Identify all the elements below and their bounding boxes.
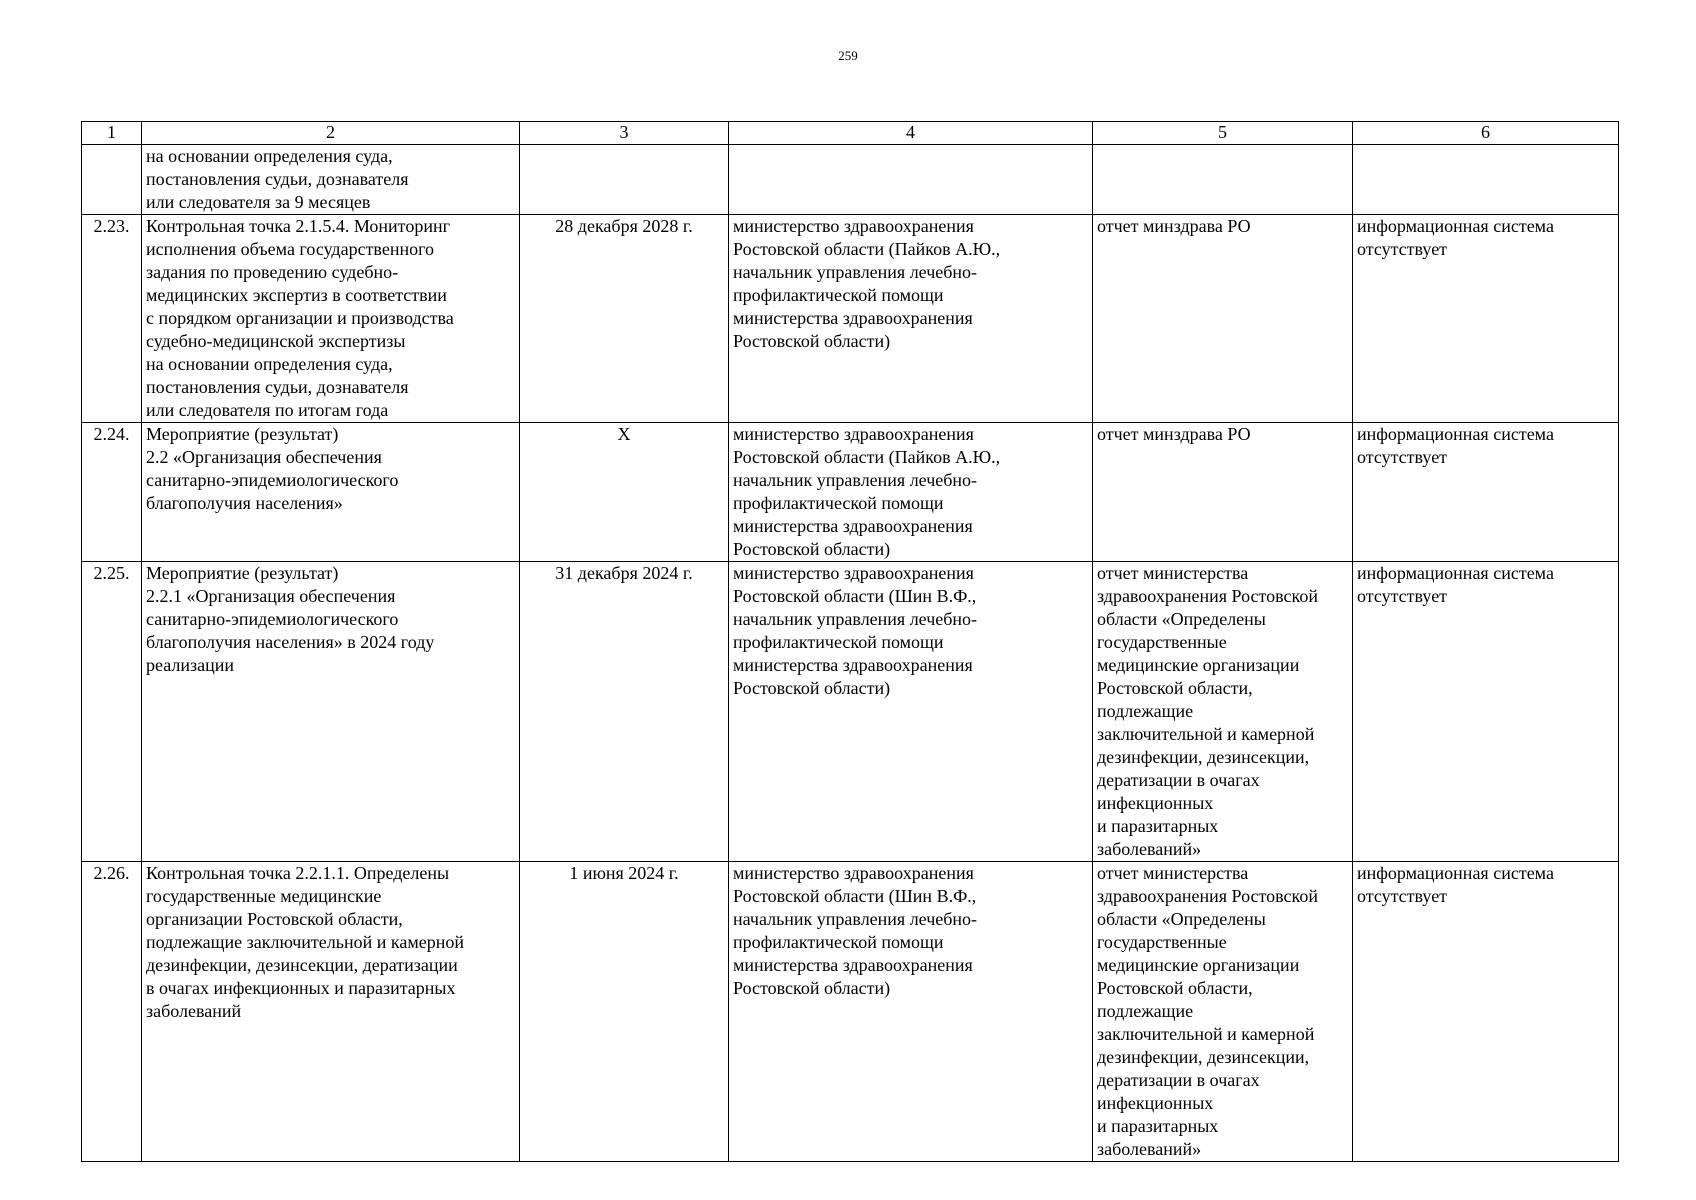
table-header-row [82,122,1619,145]
responsible: министерство здравоохранения Ростовской области (Пайков А.Ю., начальник управления лечебно- профилактической помощи министерства здравоохранения Ростовской области) [729,215,1093,423]
responsible: министерство здравоохранения Ростовской области (Шин В.Ф., начальник управления лечебно- профилактической помощи министерства здравоохранения Ростовской области) [729,862,1093,1162]
due-date: 31 декабря 2024 г. [520,562,729,862]
confirming-document: отчет минздрава РО [1093,215,1353,423]
row-number: 2.26. [82,862,142,1162]
table-row [82,862,1619,1162]
due-date: 1 июня 2024 г. [520,862,729,1162]
due-date [520,145,729,215]
table-row [82,145,1619,215]
due-date: Х [520,423,729,562]
info-system [1353,145,1619,215]
event-name: Мероприятие (результат) 2.2.1 «Организация обеспечения санитарно-эпидемиологического благополучия населения» в 2024 году реализации [142,562,520,862]
info-system: информационная система отсутствует [1353,862,1619,1162]
info-system: информационная система отсутствует [1353,562,1619,862]
column-header-1: 1 [82,122,142,145]
info-system: информационная система отсутствует [1353,215,1619,423]
responsible: министерство здравоохранения Ростовской области (Пайков А.Ю., начальник управления лечебно- профилактической помощи министерства здравоохранения Ростовской области) [729,423,1093,562]
confirming-document: отчет министерства здравоохранения Ростовской области «Определены государственные медицинские организации Ростовской области, подлежащие заключительной и камерной дезинфекции, дезинсекции, дератизации в очагах инфекционных и паразитарных заболеваний» [1093,862,1353,1162]
table-row [82,215,1619,423]
row-number [82,145,142,215]
table-row [82,423,1619,562]
row-number: 2.23. [82,215,142,423]
column-header-6: 6 [1353,122,1619,145]
row-number: 2.25. [82,562,142,862]
confirming-document: отчет министерства здравоохранения Ростовской области «Определены государственные медицинские организации Ростовской области, подлежащие заключительной и камерной дезинфекции, дезинсекции, дератизации в очагах инфекционных и паразитарных заболеваний» [1093,562,1353,862]
page-number: 259 [838,48,858,63]
responsible [729,145,1093,215]
event-name: Контрольная точка 2.1.5.4. Мониторинг исполнения объема государственного задания по проведению судебно- медицинских экспертиз в соответствии с порядком организации и производства судебно-медицинской экспертизы на основании определения суда, постановления судьи, дознавателя или следователя по итогам года [142,215,520,423]
confirming-document [1093,145,1353,215]
column-header-5: 5 [1093,122,1353,145]
table-row [82,562,1619,862]
responsible: министерство здравоохранения Ростовской области (Шин В.Ф., начальник управления лечебно- профилактической помощи министерства здравоохранения Ростовской области) [729,562,1093,862]
due-date: 28 декабря 2028 г. [520,215,729,423]
column-header-4: 4 [729,122,1093,145]
event-name: Мероприятие (результат) 2.2 «Организация обеспечения санитарно-эпидемиологического благополучия населения» [142,423,520,562]
event-name: Контрольная точка 2.2.1.1. Определены государственные медицинские организации Ростовской области, подлежащие заключительной и камерной дезинфекции, дезинсекции, дератизации в очагах инфекционных и паразитарных заболеваний [142,862,520,1162]
column-header-3: 3 [520,122,729,145]
column-header-2: 2 [142,122,520,145]
row-number: 2.24. [82,423,142,562]
plan-table [81,121,1619,1162]
confirming-document: отчет минздрава РО [1093,423,1353,562]
info-system: информационная система отсутствует [1353,423,1619,562]
event-name: на основании определения суда, постановления судьи, дознавателя или следователя за 9 месяцев [142,145,520,215]
